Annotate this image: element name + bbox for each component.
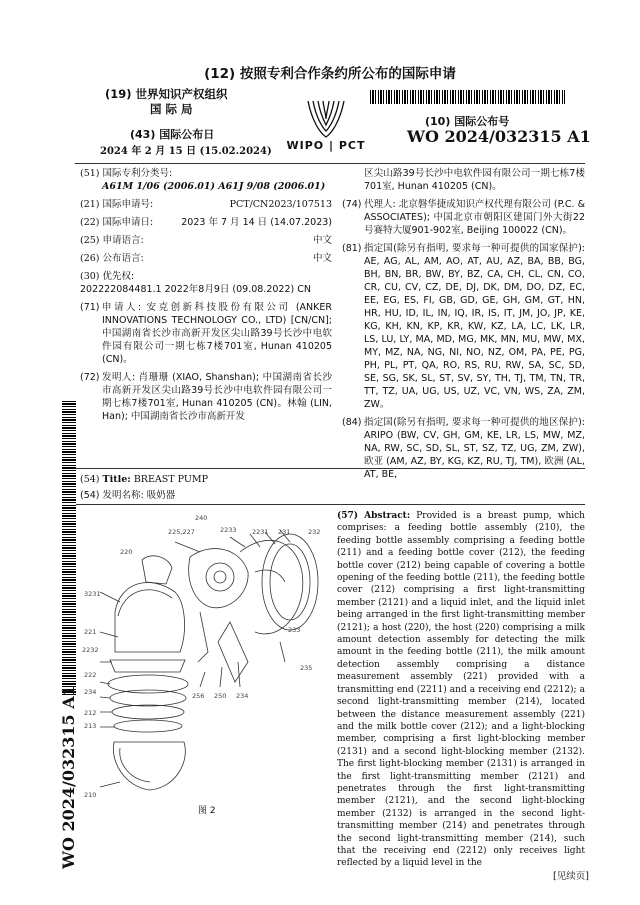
figure-caption: 图 2 <box>198 806 216 816</box>
pub-no-label: (10) 国际公布号 <box>425 115 510 128</box>
svg-text:231: 231 <box>278 528 291 536</box>
abstract: (57) Abstract: Provided is a breast pump, which comprises: a feeding bottle assembly (210), the feeding bottle assembly comprising a feeding bottle (211) and a feeding bottle cover (212), the feeding bottle cover (212) being capable of covering a bottle opening of the feeding bottle (211), the feeding bottle cover (212) comprising a first light-transmitting member (2121) and a liquid inlet, and the liquid inlet being arranged in the first light-transmitting member (2121); a host (220), the host (220) comprising a milk amount detection assembly for detecting the milk amount in the feeding bottle (211), the milk amount detection assembly comprising a distance measurement assembly (221) provided with a transmitting end (2211) and a receiving end (2212); a second light-transmitting member (214), located between the distance measurement assembly (221) and the milk bottle cover (212); and a light-blocking member, comprising a first light-blocking member (2131) and a second light-blocking member (2132). The first light-blocking member (2131) is arranged in the first light-transmitting member (2121) and penetrates through the first light-transmitting member (2121), and the second light-blocking member (2132) is arranged in the second light-transmitting member (214) and penetrates through the second light-transmitting member (214), such that the receiving end (2212) only receives light reflected by a liquid level in the <box>337 511 585 869</box>
pub-number: WO 2024/032315 A1 <box>407 127 591 146</box>
patent-figure <box>80 512 332 802</box>
pub-date: 2024 年 2 月 15 日 (15.02.2024) <box>100 146 272 157</box>
pub-date-label: (43) 国际公布日 <box>130 128 215 141</box>
field-30: (30) 优先权: 202222084481.1 2022年8月9日 (09.08.2022) CN <box>80 271 311 295</box>
side-barcode <box>62 400 76 695</box>
right-bib-column <box>342 167 585 481</box>
header-barcode <box>370 90 565 104</box>
svg-text:221: 221 <box>84 628 97 636</box>
field-22: (22) 国际申请日: 2023 年 7 月 14 日 (14.07.2023) <box>80 217 332 228</box>
title-divider <box>75 468 585 469</box>
field-72-cont: 区尖山路39号长沙中电软件园有限公司一期七栋7楼701室, Hunan 410205 (CN)。 <box>364 168 585 192</box>
field-21: (21) 国际申请号: PCT/CN2023/107513 <box>80 199 332 210</box>
svg-text:234: 234 <box>84 688 97 696</box>
svg-text:232: 232 <box>308 528 321 536</box>
svg-text:3231: 3231 <box>84 590 101 598</box>
org-name: (19) 世界知识产权组织 <box>105 87 228 101</box>
field-84: (84) 指定国(除另有指明, 要求每一种可提供的地区保护): ARIPO (BW, CV, GH, GM, KE, LR, LS, MW, MZ, NA, RW, SC, SD, SL, ST, SZ, TZ, UG, ZM, ZW), 欧亚 (AM, AZ, BY, KG, KZ, RU, TJ, TM), 欧洲 (AL, AT, BE, <box>342 417 585 480</box>
wipo-logo <box>282 95 370 155</box>
svg-text:234: 234 <box>236 692 249 700</box>
title-cn: (54) 发明名称: 吸奶器 <box>80 490 176 501</box>
svg-text:212: 212 <box>84 709 97 717</box>
field-72: (72) 发明人: 肖珊珊 (XIAO, Shanshan); 中国湖南省长沙市高新开发区尖山路39号长沙中电软件园有限公司一期七栋7楼701室, Hunan 410205 (CN)。林翰 (LIN, Han); 中国湖南省长沙市高新开发 <box>80 372 332 422</box>
svg-text:213: 213 <box>84 722 97 730</box>
svg-text:222: 222 <box>84 671 97 679</box>
svg-text:210: 210 <box>84 791 97 799</box>
title-en: (54) Title: BREAST PUMP <box>80 474 208 485</box>
svg-text:235: 235 <box>300 664 313 672</box>
svg-text:2232: 2232 <box>82 646 99 654</box>
header-divider <box>75 163 585 164</box>
continued-note: [见续页] <box>553 871 589 882</box>
abstract-divider <box>75 504 585 505</box>
svg-text:240: 240 <box>195 514 208 522</box>
document-title: (12) 按照专利合作条约所公布的国际申请 <box>204 66 456 82</box>
svg-text:220: 220 <box>120 548 133 556</box>
svg-text:256: 256 <box>192 692 205 700</box>
field-51: (51) 国际专利分类号: A61M 1/06 (2006.01) A61J 9/08 (2006.01) <box>80 168 326 192</box>
breast-pump-drawing <box>80 512 332 802</box>
field-25: (25) 申请语言: 中文 <box>80 235 332 246</box>
svg-text:233: 233 <box>288 626 301 634</box>
svg-text:2233: 2233 <box>220 526 237 534</box>
side-pub-number: WO 2024/032315 A1 <box>59 685 78 869</box>
field-74: (74) 代理人: 北京磐华捷成知识产权代理有限公司 (P.C. & ASSOCIATES); 中国北京市朝阳区建国门外大街22号赛特大厦901-902室, Beijing 100022 (CN)。 <box>342 199 585 236</box>
field-81: (81) 指定国(除另有指明, 要求每一种可提供的国家保护): AE, AG, AL, AM, AO, AT, AU, AZ, BA, BB, BG, BH, BN, BR, BW, BY, BZ, CA, CH, CL, CN, CO, CR, CU, CV, CZ, DE, DJ, DK, DM, DO, DZ, EC, EE, EG, ES, FI, GB, GD, GE, GH, GM, GT, HN, HR, HU, ID, IL, IN, IQ, IR, IS, IT, JM, JO, JP, KE, KG, KH, KN, KP, KR, KW, KZ, LA, LC, LK, LR, LS, LU, LY, MA, MD, MG, MK, MN, MU, MW, MX, MY, MZ, NA, NG, NI, NO, NZ, OM, PA, PE, PG, PH, PL, PT, QA, RO, RS, RU, RW, SA, SC, SD, SE, SG, SK, SL, ST, SV, SY, TH, TJ, TM, TN, TR, TT, TZ, UA, UG, US, UZ, VC, VN, WS, ZA, ZM, ZW。 <box>342 243 585 410</box>
wipo-text: WIPO | PCT <box>286 139 366 152</box>
svg-text:2231: 2231 <box>252 528 269 536</box>
field-71: (71) 申请人: 安克创新科技股份有限公司 (ANKER INNOVATIONS TECHNOLOGY CO., LTD) [CN/CN]; 中国湖南省长沙市高新开发区尖山路39号长沙中电软件园有限公司一期七栋7楼701室, Hunan 410205 (CN)。 <box>80 302 332 365</box>
field-26: (26) 公布语言: 中文 <box>80 253 332 264</box>
org-bureau: 国 际 局 <box>150 102 193 116</box>
svg-text:225,227: 225,227 <box>168 528 195 536</box>
left-bib-column <box>80 167 332 423</box>
svg-text:250: 250 <box>214 692 227 700</box>
